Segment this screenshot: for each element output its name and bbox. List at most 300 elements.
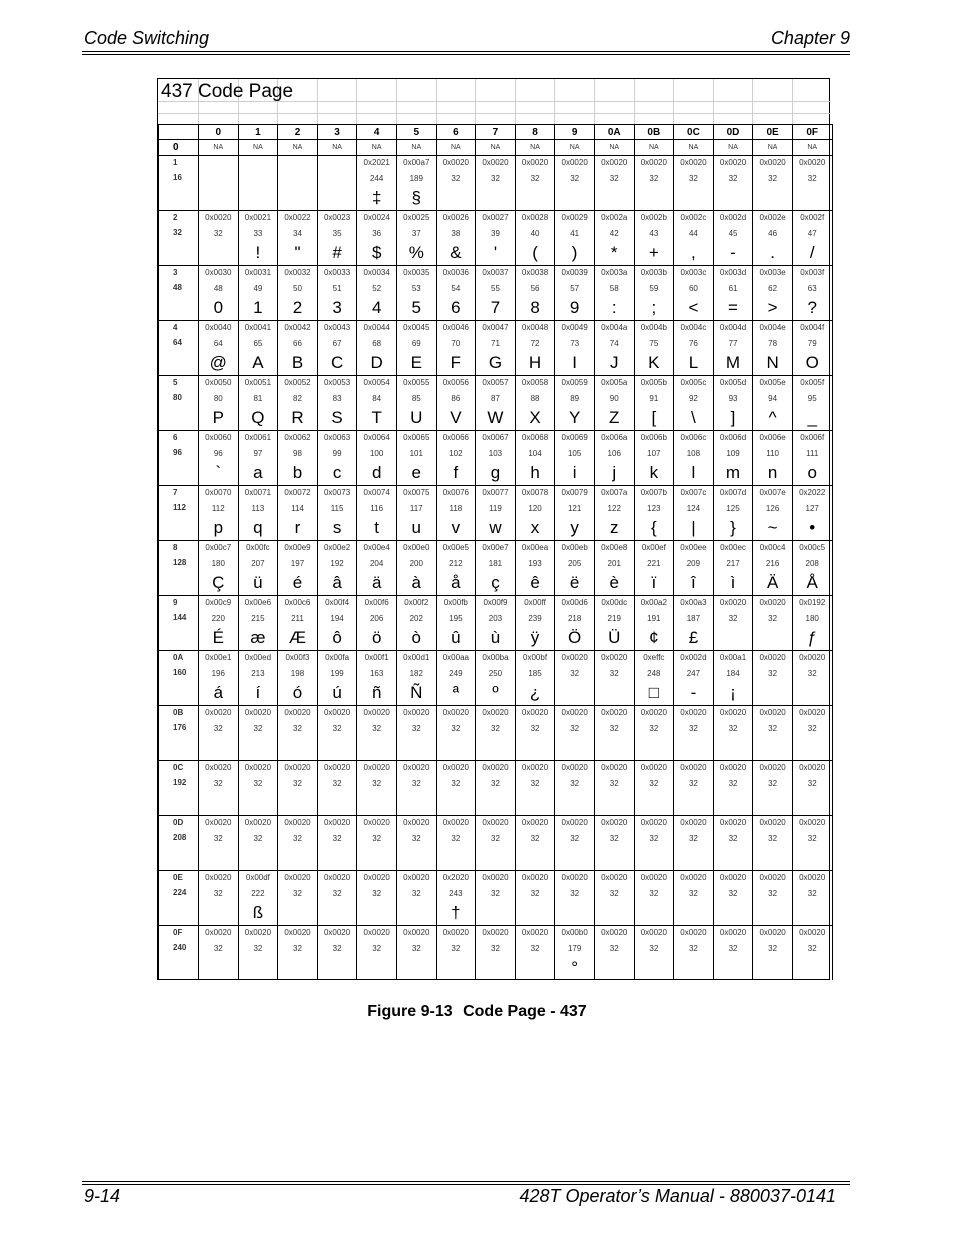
code-value-cell: 32 <box>476 170 516 186</box>
glyph-cell: 9 <box>555 296 595 321</box>
unicode-hex-cell: 0x00e6 <box>238 596 278 611</box>
glyph-cell <box>238 956 278 980</box>
unicode-hex-cell: 0x0020 <box>278 761 318 776</box>
code-value-cell: 204 <box>357 555 397 571</box>
glyph-cell: ' <box>476 241 516 266</box>
code-value-cell: 32 <box>594 775 634 791</box>
code-value-cell: 32 <box>594 940 634 956</box>
unicode-hex-cell: 0x0020 <box>199 211 239 226</box>
glyph-cell <box>476 846 516 871</box>
glyph-cell: - <box>713 241 753 266</box>
unicode-hex-cell: 0x0020 <box>792 651 832 666</box>
glyph-cell: > <box>753 296 793 321</box>
glyph-cell: E <box>396 351 436 376</box>
code-value-cell: 249 <box>436 665 476 681</box>
glyph-cell <box>396 791 436 816</box>
glyph-cell: D <box>357 351 397 376</box>
glyph-cell: % <box>396 241 436 266</box>
code-value-cell: 88 <box>515 390 555 406</box>
glyph-cell <box>238 736 278 761</box>
code-value-cell: 32 <box>555 665 595 681</box>
row-decimal-header: 208 <box>159 830 199 846</box>
glyph-cell <box>753 791 793 816</box>
na-cell: NA <box>317 140 357 156</box>
glyph-cell <box>278 956 318 980</box>
unicode-hex-cell: 0x0024 <box>357 211 397 226</box>
code-value-cell: 32 <box>674 170 714 186</box>
footer-rule <box>82 1184 850 1185</box>
unicode-hex-cell: 0x0020 <box>674 761 714 776</box>
glyph-cell: £ <box>674 626 714 651</box>
code-value-cell: 114 <box>278 500 318 516</box>
code-value-cell: 72 <box>515 335 555 351</box>
unicode-hex-cell: 0x005f <box>792 376 832 391</box>
glyph-cell: v <box>436 516 476 541</box>
code-value-cell: 209 <box>674 555 714 571</box>
code-value-cell: 32 <box>753 885 793 901</box>
row-header: 0D <box>159 816 199 831</box>
code-value-cell: 44 <box>674 225 714 241</box>
code-value-cell: 32 <box>713 170 753 186</box>
unicode-hex-cell: 0x00e9 <box>278 541 318 556</box>
unicode-hex-cell: 0x007e <box>753 486 793 501</box>
glyph-cell: t <box>357 516 397 541</box>
code-value-cell: 32 <box>436 830 476 846</box>
unicode-hex-cell: 0x0061 <box>238 431 278 446</box>
code-value-cell: 32 <box>199 720 239 736</box>
glyph-cell: r <box>278 516 318 541</box>
glyph-cell: ú <box>317 681 357 706</box>
glyph-cell <box>753 626 793 651</box>
row-header: 4 <box>159 321 199 336</box>
code-value-cell: 32 <box>674 775 714 791</box>
unicode-hex-cell: 0x0020 <box>515 706 555 721</box>
unicode-hex-cell: 0x007a <box>594 486 634 501</box>
glyph-cell: | <box>674 516 714 541</box>
unicode-hex-cell: 0x00f4 <box>317 596 357 611</box>
unicode-hex-cell: 0x0020 <box>436 926 476 941</box>
row-decimal-header: 48 <box>159 280 199 296</box>
code-value-cell: 32 <box>199 885 239 901</box>
row-decimal-header: 176 <box>159 720 199 736</box>
glyph-cell: ü <box>238 571 278 596</box>
code-value-cell: 32 <box>792 830 832 846</box>
glyph-cell <box>436 956 476 980</box>
code-value-cell: 32 <box>278 775 318 791</box>
unicode-hex-cell: 0x0020 <box>753 706 793 721</box>
glyph-cell: F <box>436 351 476 376</box>
unicode-hex-cell: 0x00ea <box>515 541 555 556</box>
glyph-cell: = <box>713 296 753 321</box>
glyph-cell: U <box>396 406 436 431</box>
unicode-hex-cell: 0x00a1 <box>713 651 753 666</box>
unicode-hex-cell: 0x0020 <box>674 926 714 941</box>
unicode-hex-cell: 0x00f9 <box>476 596 516 611</box>
code-value-cell: 32 <box>792 720 832 736</box>
code-value-cell: 109 <box>713 445 753 461</box>
row-decimal-header: 96 <box>159 445 199 461</box>
code-value-cell: 211 <box>278 610 318 626</box>
unicode-hex-cell: 0x005a <box>594 376 634 391</box>
column-header: 4 <box>357 125 397 140</box>
row-header: 7 <box>159 486 199 501</box>
glyph-cell: l <box>674 461 714 486</box>
unicode-hex-cell: 0x0020 <box>238 706 278 721</box>
unicode-hex-cell: 0x0049 <box>555 321 595 336</box>
unicode-hex-cell: 0x0046 <box>436 321 476 336</box>
code-value-cell: 32 <box>357 830 397 846</box>
glyph-cell: ^ <box>753 406 793 431</box>
unicode-hex-cell: 0x0023 <box>317 211 357 226</box>
code-value-cell: 198 <box>278 665 318 681</box>
row-decimal-header: 32 <box>159 225 199 241</box>
row-header: 0 <box>159 140 199 156</box>
unicode-hex-cell: 0x0071 <box>238 486 278 501</box>
code-value-cell: 32 <box>674 830 714 846</box>
code-value-cell: 40 <box>515 225 555 241</box>
glyph-cell: \ <box>674 406 714 431</box>
code-value-cell: 32 <box>317 940 357 956</box>
code-value-cell: 73 <box>555 335 595 351</box>
row-header-spacer <box>159 626 199 651</box>
unicode-hex-cell: 0x006b <box>634 431 674 446</box>
unicode-hex-cell: 0x00d6 <box>555 596 595 611</box>
glyph-cell <box>713 791 753 816</box>
glyph-cell: ~ <box>753 516 793 541</box>
code-value-cell: 32 <box>792 170 832 186</box>
na-cell: NA <box>357 140 397 156</box>
glyph-cell: B <box>278 351 318 376</box>
unicode-hex-cell: 0x003e <box>753 266 793 281</box>
glyph-cell: 5 <box>396 296 436 321</box>
unicode-hex-cell: 0x0020 <box>357 761 397 776</box>
unicode-hex-cell: 0x0020 <box>476 156 516 171</box>
unicode-hex-cell: 0x0064 <box>357 431 397 446</box>
glyph-cell <box>674 846 714 871</box>
unicode-hex-cell: 0x0020 <box>713 706 753 721</box>
glyph-cell: Z <box>594 406 634 431</box>
glyph-cell <box>555 186 595 211</box>
row-header-spacer <box>159 461 199 486</box>
code-value-cell: 32 <box>476 830 516 846</box>
unicode-hex-cell: 0x0068 <box>515 431 555 446</box>
unicode-hex-cell: 0x00a3 <box>674 596 714 611</box>
code-value-cell: 32 <box>753 610 793 626</box>
glyph-cell: u <box>396 516 436 541</box>
code-value-cell: 32 <box>436 940 476 956</box>
glyph-cell: 0 <box>199 296 239 321</box>
glyph-cell: a <box>238 461 278 486</box>
code-value-cell: 33 <box>238 225 278 241</box>
unicode-hex-cell: 0x0020 <box>476 926 516 941</box>
unicode-hex-cell: 0x0020 <box>357 871 397 886</box>
na-cell: NA <box>515 140 555 156</box>
code-value-cell: 99 <box>317 445 357 461</box>
unicode-hex-cell <box>238 156 278 171</box>
code-value-cell: 32 <box>476 885 516 901</box>
unicode-hex-cell: 0x0020 <box>317 871 357 886</box>
code-value-cell: 200 <box>396 555 436 571</box>
unicode-hex-cell: 0x0020 <box>634 761 674 776</box>
unicode-hex-cell: 0x0020 <box>278 926 318 941</box>
glyph-cell: o <box>792 461 832 486</box>
glyph-cell <box>753 956 793 980</box>
glyph-cell <box>515 846 555 871</box>
code-value-cell: 32 <box>634 885 674 901</box>
glyph-cell <box>713 846 753 871</box>
unicode-hex-cell: 0x0056 <box>436 376 476 391</box>
code-value-cell: 243 <box>436 885 476 901</box>
glyph-cell: û <box>436 626 476 651</box>
unicode-hex-cell: 0x007d <box>713 486 753 501</box>
na-cell: NA <box>792 140 832 156</box>
glyph-cell: V <box>436 406 476 431</box>
column-header: 0A <box>594 125 634 140</box>
glyph-cell: p <box>199 516 239 541</box>
unicode-hex-cell: 0x0050 <box>199 376 239 391</box>
glyph-cell: } <box>713 516 753 541</box>
glyph-cell: * <box>594 241 634 266</box>
code-value-cell: 203 <box>476 610 516 626</box>
glyph-cell: K <box>634 351 674 376</box>
unicode-hex-cell: 0x0020 <box>555 871 595 886</box>
gridline <box>158 113 831 114</box>
code-value-cell: 80 <box>199 390 239 406</box>
unicode-hex-cell: 0x0035 <box>396 266 436 281</box>
glyph-cell: † <box>436 901 476 926</box>
unicode-hex-cell: 0x0020 <box>515 156 555 171</box>
code-value-cell: 32 <box>792 885 832 901</box>
glyph-cell: 7 <box>476 296 516 321</box>
code-value-cell: 32 <box>396 830 436 846</box>
glyph-cell: " <box>278 241 318 266</box>
code-value-cell: 179 <box>555 940 595 956</box>
code-value-cell: 82 <box>278 390 318 406</box>
glyph-cell <box>555 901 595 926</box>
unicode-hex-cell: 0x0028 <box>515 211 555 226</box>
code-value-cell: 83 <box>317 390 357 406</box>
code-value-cell: 70 <box>436 335 476 351</box>
glyph-cell: Ç <box>199 571 239 596</box>
code-value-cell: 32 <box>555 170 595 186</box>
glyph-cell: H <box>515 351 555 376</box>
glyph-cell <box>713 736 753 761</box>
row-decimal-header: 160 <box>159 665 199 681</box>
glyph-cell <box>753 846 793 871</box>
glyph-cell: f <box>436 461 476 486</box>
glyph-cell <box>476 736 516 761</box>
row-header-spacer <box>159 901 199 926</box>
glyph-cell <box>278 846 318 871</box>
glyph-cell <box>753 736 793 761</box>
glyph-cell <box>594 846 634 871</box>
code-value-cell: 51 <box>317 280 357 296</box>
unicode-hex-cell: 0x0020 <box>594 156 634 171</box>
glyph-cell: ù <box>476 626 516 651</box>
code-value-cell: 92 <box>674 390 714 406</box>
unicode-hex-cell: 0x00c6 <box>278 596 318 611</box>
unicode-hex-cell: 0x00e4 <box>357 541 397 556</box>
glyph-cell: ! <box>238 241 278 266</box>
code-value-cell: 32 <box>594 170 634 186</box>
unicode-hex-cell: 0x00fa <box>317 651 357 666</box>
footer-page-number: 9-14 <box>84 1186 121 1206</box>
unicode-hex-cell: 0x002a <box>594 211 634 226</box>
unicode-hex-cell: 0x0020 <box>278 816 318 831</box>
code-value-cell: 32 <box>634 775 674 791</box>
code-value-cell: 32 <box>713 775 753 791</box>
unicode-hex-cell: 0x0020 <box>594 761 634 776</box>
code-value-cell: 196 <box>199 665 239 681</box>
glyph-cell: ê <box>515 571 555 596</box>
glyph-cell: i <box>555 461 595 486</box>
row-header-spacer <box>159 681 199 706</box>
code-value-cell: 221 <box>634 555 674 571</box>
unicode-hex-cell: 0x00ef <box>634 541 674 556</box>
glyph-cell: . <box>753 241 793 266</box>
na-cell: NA <box>713 140 753 156</box>
code-value-cell: 244 <box>357 170 397 186</box>
unicode-hex-cell: 0x0034 <box>357 266 397 281</box>
glyph-cell: Å <box>792 571 832 596</box>
glyph-cell <box>476 186 516 211</box>
glyph-cell: y <box>555 516 595 541</box>
unicode-hex-cell: 0x0054 <box>357 376 397 391</box>
unicode-hex-cell: 0x0030 <box>199 266 239 281</box>
unicode-hex-cell: 0x0058 <box>515 376 555 391</box>
glyph-cell <box>674 956 714 980</box>
code-value-cell: 185 <box>515 665 555 681</box>
glyph-cell: 4 <box>357 296 397 321</box>
code-value-cell: 163 <box>357 665 397 681</box>
glyph-cell: P <box>199 406 239 431</box>
unicode-hex-cell: 0x0053 <box>317 376 357 391</box>
row-header: 3 <box>159 266 199 281</box>
row-decimal-header: 80 <box>159 390 199 406</box>
code-value-cell: 32 <box>476 940 516 956</box>
code-value-cell: 32 <box>555 775 595 791</box>
unicode-hex-cell: 0x004f <box>792 321 832 336</box>
code-value-cell: 68 <box>357 335 397 351</box>
row-header: 5 <box>159 376 199 391</box>
glyph-cell: X <box>515 406 555 431</box>
glyph-cell <box>792 186 832 211</box>
code-value-cell: 116 <box>357 500 397 516</box>
glyph-cell: O <box>792 351 832 376</box>
unicode-hex-cell: 0x0020 <box>713 816 753 831</box>
glyph-cell: í <box>238 681 278 706</box>
glyph-cell: 8 <box>515 296 555 321</box>
glyph-cell: _ <box>792 406 832 431</box>
unicode-hex-cell: 0x0020 <box>792 871 832 886</box>
code-value-cell: 32 <box>317 720 357 736</box>
glyph-cell: å <box>436 571 476 596</box>
unicode-hex-cell: 0x0020 <box>238 761 278 776</box>
row-header-spacer <box>159 956 199 980</box>
glyph-cell <box>278 791 318 816</box>
unicode-hex-cell: 0x0020 <box>674 706 714 721</box>
code-value-cell <box>238 170 278 186</box>
code-value-cell: 103 <box>476 445 516 461</box>
unicode-hex-cell: 0x0020 <box>515 816 555 831</box>
unicode-hex-cell: 0x0021 <box>238 211 278 226</box>
column-header: 0C <box>674 125 714 140</box>
glyph-cell: N <box>753 351 793 376</box>
code-value-cell: 74 <box>594 335 634 351</box>
unicode-hex-cell: 0x00f1 <box>357 651 397 666</box>
glyph-cell: □ <box>634 681 674 706</box>
glyph-cell: ° <box>555 956 595 980</box>
glyph-cell: d <box>357 461 397 486</box>
code-value-cell: 79 <box>792 335 832 351</box>
code-value-cell: 127 <box>792 500 832 516</box>
code-value-cell: 32 <box>753 830 793 846</box>
glyph-cell <box>357 956 397 980</box>
unicode-hex-cell: 0x2020 <box>436 871 476 886</box>
code-value-cell: 182 <box>396 665 436 681</box>
unicode-hex-cell: 0x003d <box>713 266 753 281</box>
glyph-cell <box>594 186 634 211</box>
code-value-cell: 122 <box>594 500 634 516</box>
unicode-hex-cell: 0x007b <box>634 486 674 501</box>
glyph-cell <box>515 736 555 761</box>
glyph-cell <box>713 901 753 926</box>
glyph-cell <box>357 736 397 761</box>
glyph-cell <box>634 846 674 871</box>
unicode-hex-cell: 0x0036 <box>436 266 476 281</box>
unicode-hex-cell: 0x0020 <box>792 706 832 721</box>
unicode-hex-cell: 0x0192 <box>792 596 832 611</box>
code-value-cell: 222 <box>238 885 278 901</box>
code-value-cell: 106 <box>594 445 634 461</box>
glyph-cell: º <box>476 681 516 706</box>
glyph-cell <box>238 846 278 871</box>
unicode-hex-cell: 0x0020 <box>515 871 555 886</box>
code-value-cell: 58 <box>594 280 634 296</box>
unicode-hex-cell: 0x0047 <box>476 321 516 336</box>
row-decimal-header: 144 <box>159 610 199 626</box>
code-value-cell: 42 <box>594 225 634 241</box>
unicode-hex-cell: 0x0020 <box>199 706 239 721</box>
glyph-cell <box>634 791 674 816</box>
code-value-cell: 118 <box>436 500 476 516</box>
code-value-cell: 180 <box>199 555 239 571</box>
code-value-cell: 32 <box>317 830 357 846</box>
code-value-cell: 212 <box>436 555 476 571</box>
code-value-cell: 65 <box>238 335 278 351</box>
unicode-hex-cell: 0x0020 <box>594 926 634 941</box>
na-cell: NA <box>436 140 476 156</box>
code-value-cell: 100 <box>357 445 397 461</box>
glyph-cell: ô <box>317 626 357 651</box>
row-header: 6 <box>159 431 199 446</box>
code-value-cell: 189 <box>396 170 436 186</box>
code-value-cell: 64 <box>199 335 239 351</box>
code-value-cell: 37 <box>396 225 436 241</box>
unicode-hex-cell: 0x00eb <box>555 541 595 556</box>
code-value-cell: 119 <box>476 500 516 516</box>
code-value-cell: 32 <box>753 940 793 956</box>
code-value-cell: 111 <box>792 445 832 461</box>
unicode-hex-cell: 0x006e <box>753 431 793 446</box>
unicode-hex-cell: 0xeffc <box>634 651 674 666</box>
glyph-cell <box>674 901 714 926</box>
glyph-cell <box>634 186 674 211</box>
unicode-hex-cell: 0x002d <box>674 651 714 666</box>
header-section-title: Code Switching <box>84 28 210 48</box>
glyph-cell <box>278 901 318 926</box>
code-value-cell: 107 <box>634 445 674 461</box>
